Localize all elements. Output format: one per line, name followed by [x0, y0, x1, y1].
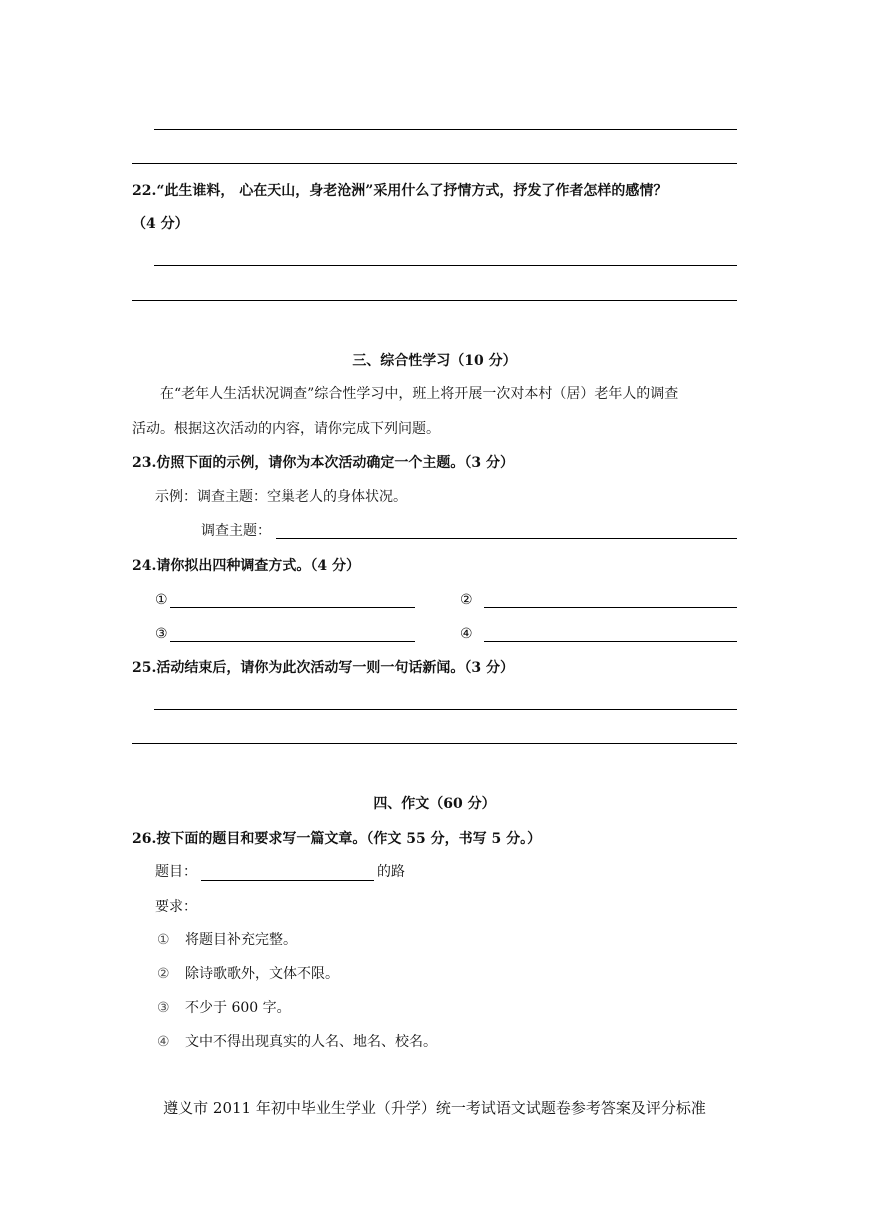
- survey-method-marker-4: ④: [460, 626, 473, 642]
- essay-topic-blank[interactable]: [201, 880, 374, 881]
- answer-line[interactable]: [154, 129, 737, 130]
- answer-line[interactable]: [154, 709, 737, 710]
- question-24-label: 24.请你拟出四种调查方式。（4 分）: [132, 558, 360, 574]
- section-3-intro-line-1: 在“老年人生活状况调查”综合性学习中，班上将开展一次对本村（居）老年人的调查: [160, 386, 679, 402]
- survey-method-marker-1: ①: [155, 592, 168, 608]
- section-3-title: 三、综合性学习（10 分）: [352, 353, 517, 369]
- requirement-text: 不少于 600 字。: [185, 1000, 291, 1016]
- question-23-example: 示例：调查主题：空巢老人的身体状况。: [155, 489, 407, 505]
- survey-method-marker-2: ②: [460, 592, 473, 608]
- answer-line[interactable]: [132, 743, 737, 744]
- question-23-fill-label: 调查主题：: [201, 523, 271, 539]
- section-3-intro-line-2: 活动。根据这次活动的内容，请你完成下列问题。: [132, 421, 440, 437]
- question-22-label: 22.“此生谁料， 心在天山，身老沧洲”采用什么了抒情方式，抒发了作者怎样的感情？: [132, 183, 668, 199]
- answer-key-title: 遵义市 2011 年初中毕业生学业（升学）统一考试语文试题卷参考答案及评分标准: [163, 1099, 706, 1117]
- survey-method-line-3[interactable]: [170, 641, 415, 642]
- question-23-label: 23.仿照下面的示例，请你为本次活动确定一个主题。（3 分）: [132, 455, 514, 471]
- question-25-label: 25.活动结束后，请你为此次活动写一则一句话新闻。（3 分）: [132, 660, 514, 676]
- survey-method-line-2[interactable]: [484, 607, 737, 608]
- topic-answer-line[interactable]: [276, 538, 737, 539]
- answer-line[interactable]: [132, 300, 737, 301]
- section-4-title: 四、作文（60 分）: [373, 796, 496, 812]
- requirement-marker: ④: [157, 1034, 170, 1050]
- survey-method-line-1[interactable]: [170, 607, 415, 608]
- answer-line[interactable]: [132, 163, 737, 164]
- essay-topic-prefix: 题目：: [155, 864, 197, 880]
- question-26-label: 26.按下面的题目和要求写一篇文章。（作文 55 分，书写 5 分。）: [132, 831, 542, 847]
- requirement-text: 除诗歌歌外，文体不限。: [185, 966, 339, 982]
- requirement-marker: ③: [157, 1000, 170, 1016]
- requirement-marker: ②: [157, 966, 170, 982]
- survey-method-marker-3: ③: [155, 626, 168, 642]
- answer-line[interactable]: [154, 265, 737, 266]
- survey-method-line-4[interactable]: [484, 641, 737, 642]
- requirement-marker: ①: [157, 932, 170, 948]
- requirement-text: 文中不得出现真实的人名、地名、校名。: [185, 1034, 437, 1050]
- requirement-text: 将题目补充完整。: [185, 932, 297, 948]
- requirements-label: 要求：: [155, 899, 197, 915]
- essay-topic-suffix: 的路: [377, 864, 405, 880]
- question-22-points: （4 分）: [132, 216, 189, 232]
